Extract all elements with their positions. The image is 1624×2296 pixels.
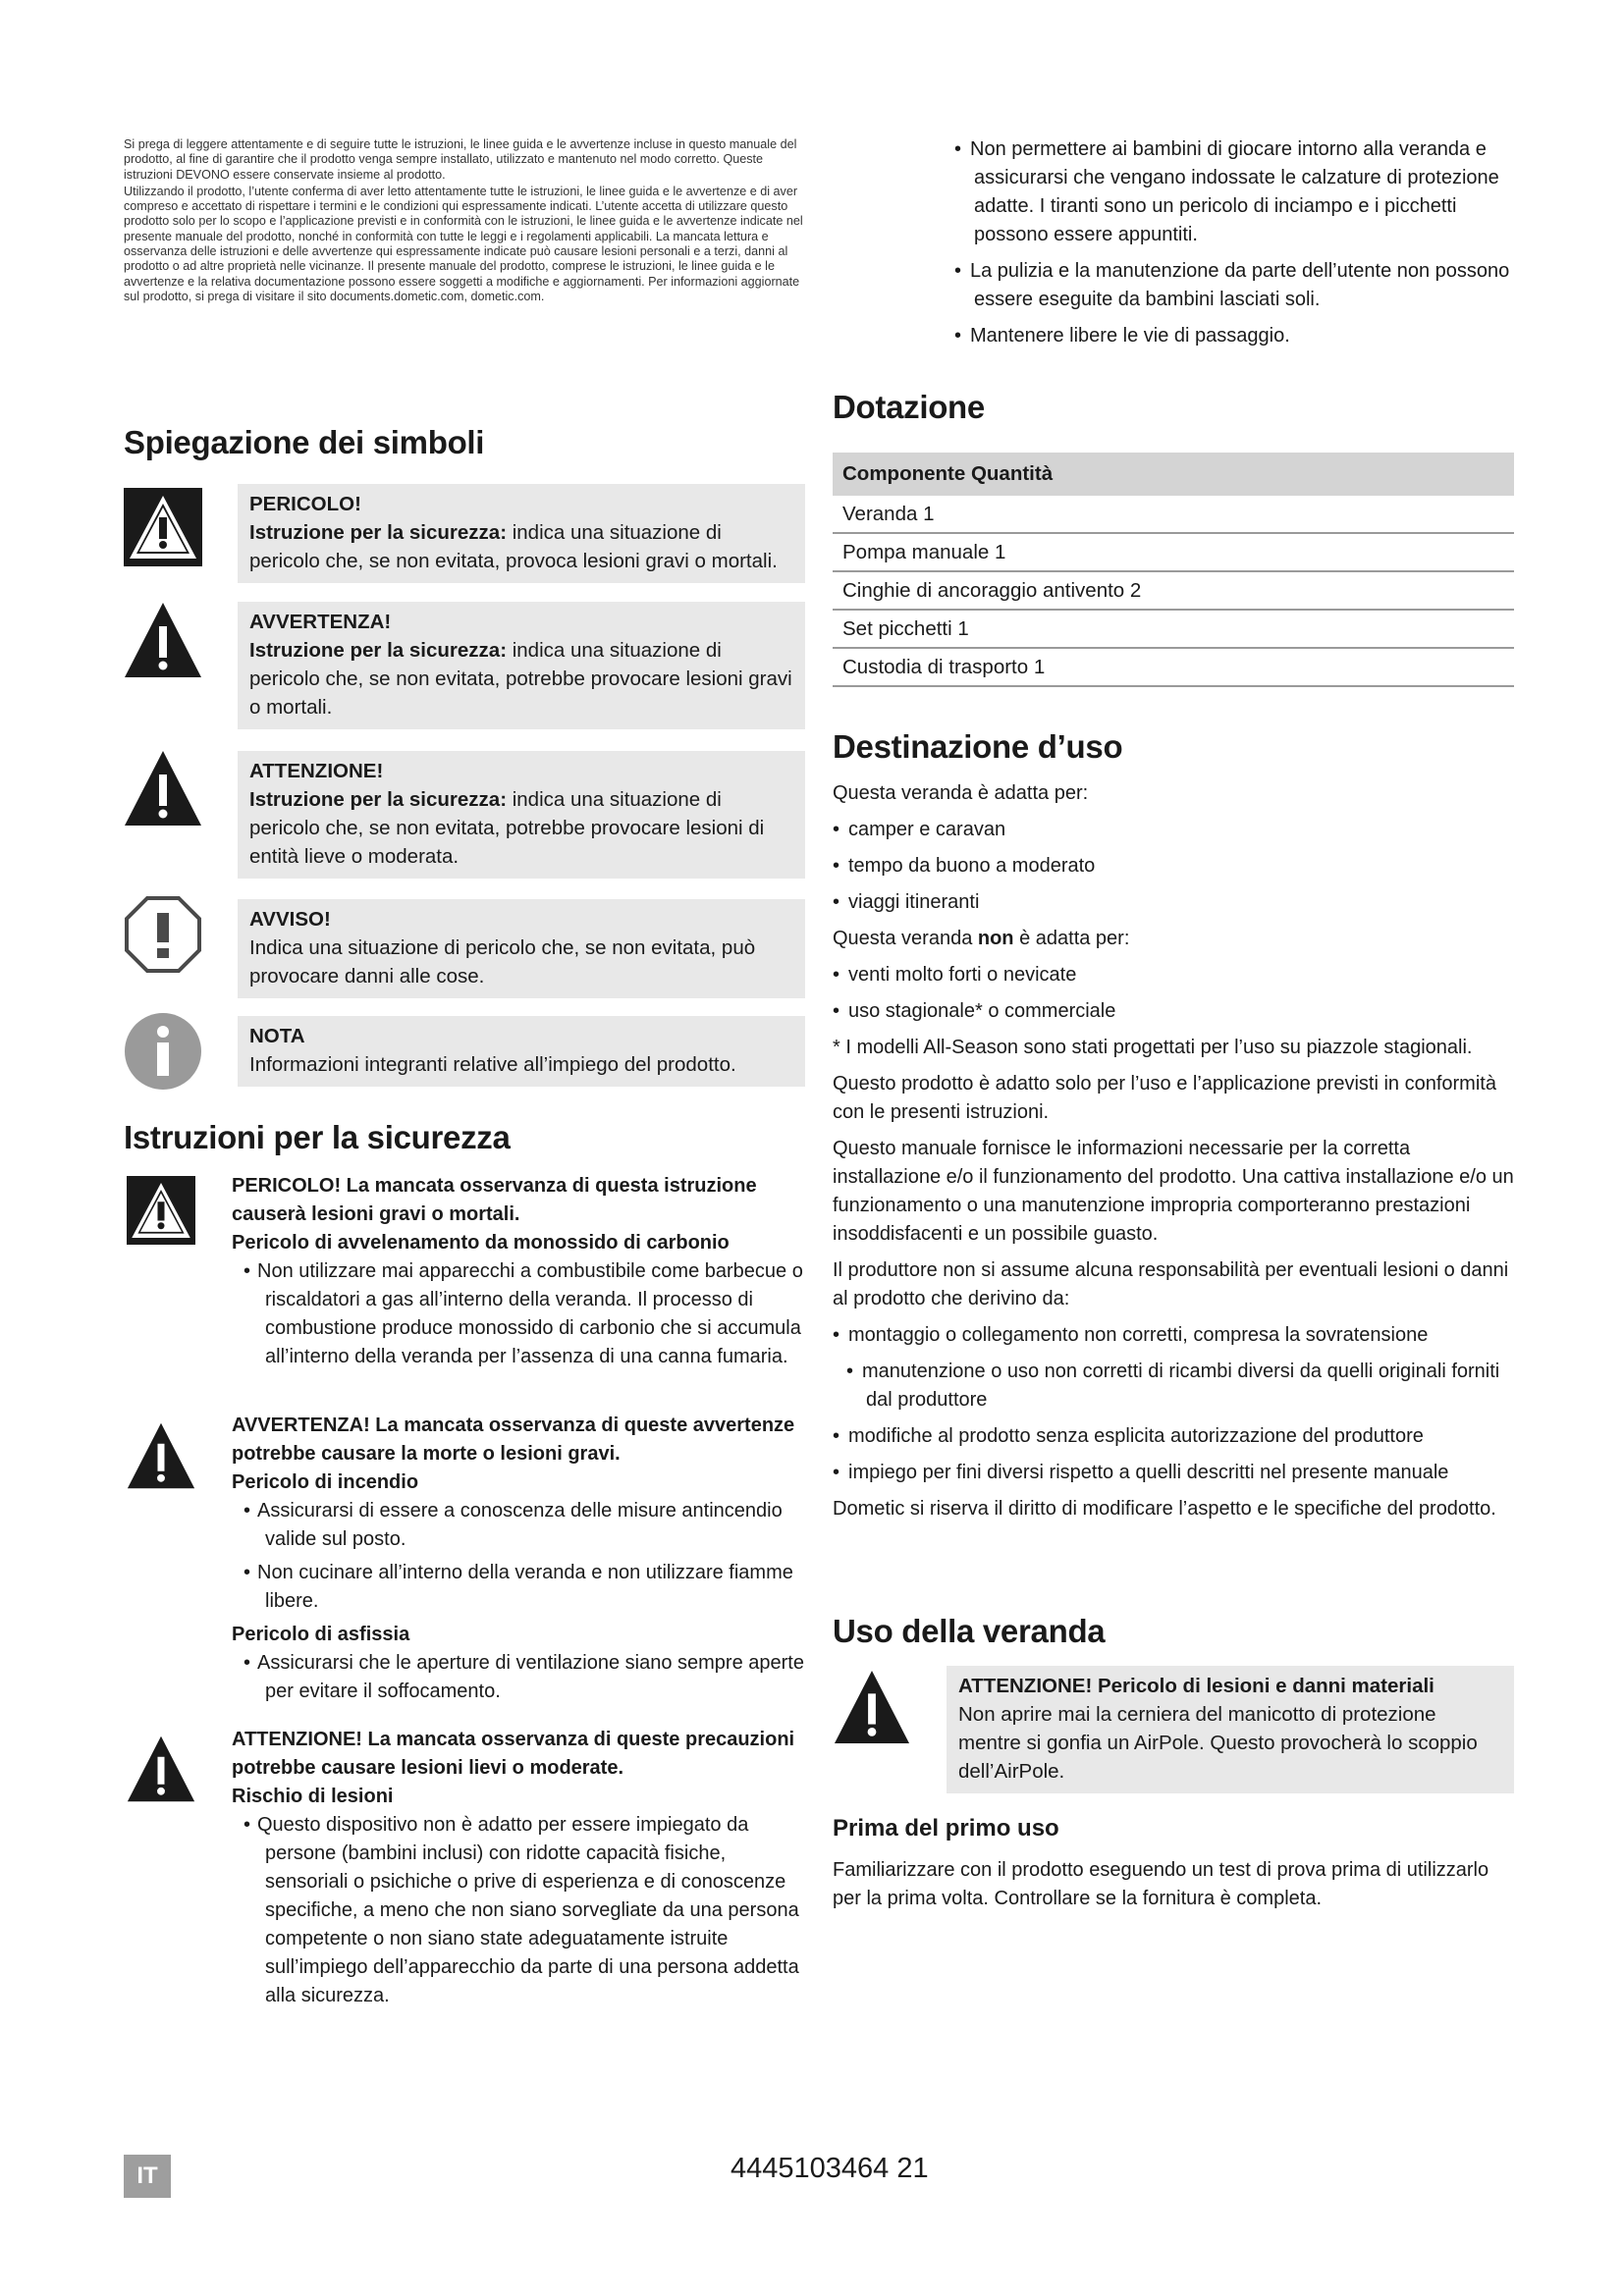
not-suitable-post: è adatta per: (1013, 928, 1130, 949)
list-item: • modifiche al prodotto senza esplicita autorizzazione del produttore (833, 1422, 1514, 1451)
list-item: • Mantenere libere le vie di passaggio. (941, 322, 1514, 350)
list-item: • Questo dispositivo non è adatto per essere impiegato da persone (bambini inclusi) con ridotte capacità fisiche, sensoriali o psichiche o prive di esperienza e di conoscenze specifiche, a meno che non siano sorvegliate da una persona competente o non siano state adeguatamente istruite sull’impiego dell’apparecchio da parte di una persona addetta alla sicurezza. (232, 1811, 805, 2010)
warning-triangle-icon (124, 601, 202, 679)
symbol-warning-text: indica una situazione di pericolo che, se non evitata, potrebbe provocare lesioni gravi o mortali. (249, 639, 792, 719)
safety-heading: Istruzioni per la sicurezza (124, 1119, 511, 1155)
safety-warning-subtitle-fire: Pericolo di incendio (232, 1471, 419, 1493)
table-cell: Custodia di trasporto 1 (833, 648, 1514, 686)
intended-paragraph-4: Dometic si riserva il diritto di modificare l’aspetto e le specifiche del prodotto. (833, 1498, 1496, 1520)
first-use-heading: Prima del primo uso (833, 1815, 1059, 1842)
list-item: • tempo da buono a moderato (833, 852, 1514, 881)
safety-danger-subtitle: Pericolo di avvelenamento da monossido di carbonio (232, 1232, 730, 1254)
supply-table-header: Componente Quantità (833, 453, 1514, 496)
symbol-notice-text: Indica una situazione di pericolo che, se non evitata, può provocare danni alle cose. (249, 936, 756, 988)
table-cell: Veranda 1 (833, 496, 1514, 533)
page-number: 4445103464 21 (731, 2153, 929, 2184)
symbol-note-box (238, 1016, 805, 1087)
table-row (833, 496, 1514, 533)
footnote: * I modelli All-Season sono stati progettati per l’uso su piazzole stagionali. (833, 1037, 1473, 1058)
symbol-warning-title: AVVERTENZA! (249, 611, 392, 633)
symbol-danger-label: Istruzione per la sicurezza: (249, 521, 508, 544)
table-cell: Pompa manuale 1 (833, 533, 1514, 571)
safety-caution-subtitle: Rischio di lesioni (232, 1786, 394, 1807)
safety-warning-title: AVVERTENZA! La mancata osservanza di queste avvertenze potrebbe causare la morte o lesioni gravi. (232, 1415, 795, 1465)
safety-warning-block (232, 1412, 805, 1711)
intended-paragraph-2: Questo manuale fornisce le informazioni necessarie per la corretta installazione e/o il funzionamento del prodotto. Una cattiva installazione e/o un funzionamento o una manutenzione impropria comporteranno prestazioni insoddisfacenti e un possibile guasto. (833, 1138, 1514, 1245)
intro-paragraph-1: Si prega di leggere attentamente e di seguire tutte le istruzioni, le linee guida e le avvertenze incluse in questo manuale del prodotto, al fine di garantire che il prodotto venga sempre installato, utilizzato e mantenuto nel modo corretto. Queste istruzioni DEVONO essere conservate insieme al prodotto. (124, 137, 797, 182)
symbols-heading: Spiegazione dei simboli (124, 424, 485, 460)
intended-use-section (833, 779, 1514, 1531)
caution-triangle-icon (833, 1669, 911, 1745)
safety-danger-title: PERICOLO! La mancata osservanza di questa istruzione causerà lesioni gravi o mortali. (232, 1175, 757, 1225)
table-row (833, 571, 1514, 610)
intended-use-heading: Destinazione d’uso (833, 728, 1123, 765)
symbol-notice-title: AVVISO! (249, 908, 331, 931)
list-item: • viaggi itineranti (833, 888, 1514, 917)
intended-paragraph-3: Il produttore non si assume alcuna responsabilità per eventuali lesioni o danni al prodotto che derivino da: (833, 1259, 1509, 1309)
usage-caution-box (947, 1666, 1514, 1793)
caution-triangle-icon (124, 1735, 198, 1803)
not-suitable-bold: non (977, 928, 1014, 949)
usage-caution-text: Non aprire mai la cerniera del manicotto di protezione mentre si gonfia un AirPole. Questo provocherà lo scoppio dell’AirPole. (958, 1703, 1478, 1783)
danger-warning-icon (124, 488, 202, 566)
notice-octagon-icon (124, 895, 202, 974)
list-item: • venti molto forti o nevicate (833, 961, 1514, 989)
list-item: • Assicurarsi di essere a conoscenza delle misure antincendio valide sul posto. (232, 1497, 805, 1554)
symbol-caution-text: indica una situazione di pericolo che, se non evitata, potrebbe provocare lesioni di entità lieve o moderata. (249, 788, 765, 868)
first-use-text: Familiarizzare con il prodotto eseguendo un test di prova prima di utilizzarlo per la prima volta. Controllare se la fornitura è completa. (833, 1859, 1489, 1909)
list-item: • impiego per fini diversi rispetto a quelli descritti nel presente manuale (833, 1459, 1514, 1487)
symbol-notice-box (238, 899, 805, 998)
supply-table (833, 453, 1514, 687)
intro-paragraph-2: Utilizzando il prodotto, l’utente conferma di aver letto attentamente tutte le istruzioni, le linee guida e le avvertenze e di aver compreso e accettato di rispettare i termini e le condizioni qui espressamente indicati. L’utente accetta di utilizzare questo prodotto solo per lo scopo e l’applicazione previsti e in conformità con le istruzioni, le linee guida e le avvertenze indicate nel presente manuale del prodotto, nonché in conformità con tutte le leggi e i regolamenti applicabili. La mancata lettura e osservanza delle istruzioni e delle avvertenze qui espressamente indicate può causare lesioni personali e a terzi, danni al prodotto o ad altre proprietà nelle vicinanze. Il presente manuale del prodotto, comprese le istruzioni, le linee guida e le avvertenze e la relativa documentazione possono essere soggetti a modifiche e aggiornamenti. Per informazioni aggiornate sul prodotto, si prega di visitare il sito documents.dometic.com, dometic.com. (124, 184, 803, 303)
list-item: • La pulizia e la manutenzione da parte dell’utente non possono essere eseguite da bambini lasciati soli. (941, 257, 1514, 314)
not-suitable-pre: Questa veranda (833, 928, 978, 949)
danger-warning-icon (124, 1176, 198, 1245)
first-use-section (833, 1856, 1514, 1921)
symbol-warning-label: Istruzione per la sicurezza: (249, 639, 508, 662)
list-item: • montaggio o collegamento non corretti, compresa la sovratensione (833, 1321, 1514, 1350)
table-row (833, 648, 1514, 686)
symbol-danger-text: indica una situazione di pericolo che, se non evitata, provoca lesioni gravi o mortali. (249, 521, 778, 572)
intro-text (124, 137, 805, 306)
safety-warning-subtitle-asphyxia: Pericolo di asfissia (232, 1624, 410, 1645)
warning-triangle-icon (124, 1421, 198, 1490)
symbol-note-title: NOTA (249, 1025, 305, 1047)
list-item: • Non cucinare all’interno della veranda e non utilizzare fiamme libere. (232, 1559, 805, 1616)
supply-heading: Dotazione (833, 389, 985, 425)
intended-paragraph-1: Questo prodotto è adatto solo per l’uso e l’applicazione previsti in conformità con le presenti istruzioni. (833, 1073, 1496, 1123)
not-suitable-intro (833, 925, 1514, 953)
safety-danger-block (232, 1172, 805, 1376)
symbol-caution-box (238, 751, 805, 879)
list-item: • manutenzione o uso non corretti di ricambi diversi da quelli originali forniti dal produttore (833, 1358, 1514, 1415)
safety-caution-block (232, 1726, 805, 2015)
symbol-danger-title: PERICOLO! (249, 493, 361, 515)
suitable-intro: Questa veranda è adatta per: (833, 782, 1089, 804)
list-item: • Assicurarsi che le aperture di ventilazione siano sempre aperte per evitare il soffocamento. (232, 1649, 805, 1706)
language-badge: IT (124, 2155, 171, 2198)
table-cell: Set picchetti 1 (833, 610, 1514, 648)
symbol-note-text: Informazioni integranti relative all’impiego del prodotto. (249, 1053, 736, 1076)
table-row (833, 610, 1514, 648)
usage-heading: Uso della veranda (833, 1613, 1106, 1649)
table-row (833, 533, 1514, 571)
list-item: • camper e caravan (833, 816, 1514, 844)
caution-triangle-icon (124, 749, 202, 828)
info-icon (124, 1012, 202, 1091)
safety-caution-title: ATTENZIONE! La mancata osservanza di queste precauzioni potrebbe causare lesioni lievi o moderate. (232, 1729, 795, 1779)
symbol-warning-box (238, 602, 805, 729)
symbol-caution-title: ATTENZIONE! (249, 760, 384, 782)
usage-caution-title: ATTENZIONE! Pericolo di lesioni e danni materiali (958, 1675, 1435, 1697)
symbol-danger-box (238, 484, 805, 583)
symbol-caution-label: Istruzione per la sicurezza: (249, 788, 508, 811)
list-item: • Non utilizzare mai apparecchi a combustibile come barbecue o riscaldatori a gas all’interno della veranda. Il processo di combustione produce monossido di carbonio che si accumula all’interno della veranda per l’assenza di una canna fumaria. (232, 1257, 805, 1371)
table-cell: Cinghie di ancoraggio antivento 2 (833, 571, 1514, 610)
list-item: • uso stagionale* o commerciale (833, 997, 1514, 1026)
list-item: • Non permettere ai bambini di giocare intorno alla veranda e assicurarsi che vengano indossate le calzature di protezione adatte. I tiranti sono un pericolo di inciampo e i picchetti possono essere appuntiti. (941, 135, 1514, 249)
safety-continued (941, 135, 1514, 358)
